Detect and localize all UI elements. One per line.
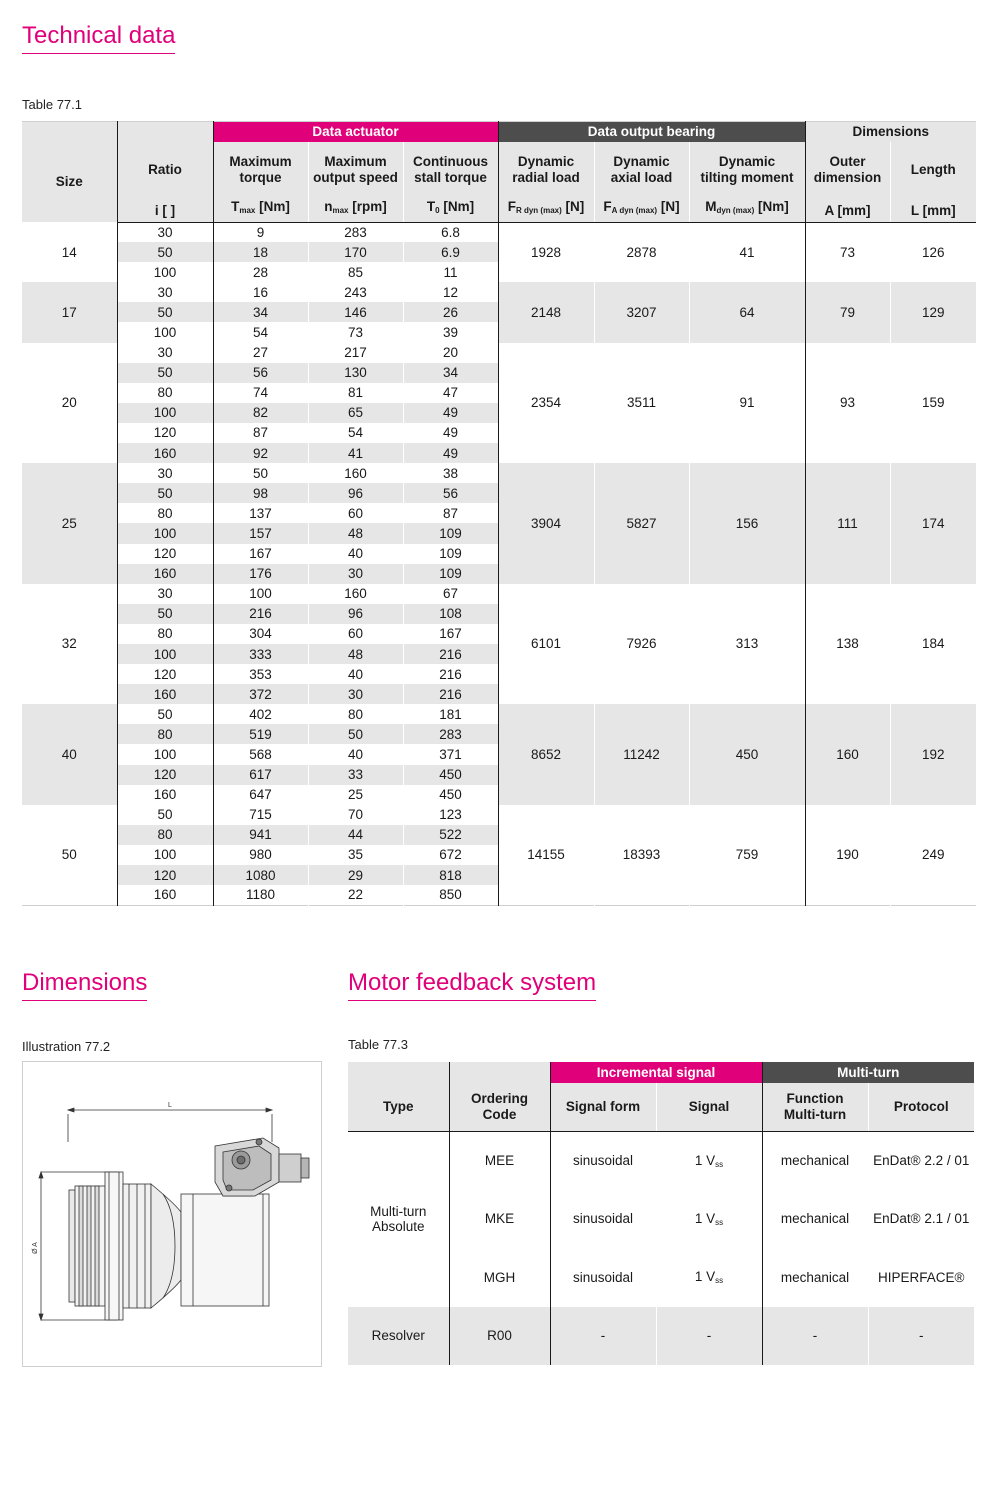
- outer-dimension-cell: 138: [805, 584, 890, 705]
- stall-torque-cell: 672: [403, 845, 498, 865]
- max-torque-cell: 167: [213, 544, 308, 564]
- length-cell: 184: [890, 584, 976, 705]
- max-speed-cell: 85: [308, 262, 403, 282]
- col-size: Size: [22, 142, 117, 222]
- ratio-cell: 80: [117, 383, 213, 403]
- ratio-cell: 30: [117, 343, 213, 363]
- max-torque-cell: 353: [213, 664, 308, 684]
- max-speed-cell: 41: [308, 443, 403, 463]
- max-speed-cell: 60: [308, 503, 403, 523]
- col-protocol: Protocol: [868, 1083, 974, 1131]
- illustration-77-2-caption: Illustration 77.2: [22, 1039, 111, 1054]
- max-torque-cell: 333: [213, 644, 308, 664]
- max-torque-cell: 137: [213, 503, 308, 523]
- max-speed-cell: 160: [308, 463, 403, 483]
- ordering-code-cell: MEE: [449, 1131, 550, 1190]
- axial-load-cell: 3511: [594, 343, 689, 464]
- signal-form-cell: -: [550, 1307, 656, 1366]
- ratio-cell: 30: [117, 584, 213, 604]
- table-row: [22, 805, 976, 825]
- ratio-cell: 50: [117, 302, 213, 322]
- unit-fa: $F_{A dyn (max)}$ [N]: [594, 198, 689, 222]
- size-cell: 17: [22, 282, 117, 342]
- ratio-cell: 50: [117, 483, 213, 503]
- tilting-moment-cell: 64: [689, 282, 805, 342]
- size-cell: 25: [22, 463, 117, 584]
- max-speed-cell: 40: [308, 544, 403, 564]
- stall-torque-cell: 216: [403, 664, 498, 684]
- outer-dimension-cell: 190: [805, 805, 890, 905]
- stall-torque-cell: 216: [403, 684, 498, 704]
- stall-torque-cell: 20: [403, 343, 498, 363]
- max-torque-cell: 647: [213, 785, 308, 805]
- max-speed-cell: 96: [308, 604, 403, 624]
- max-torque-cell: 980: [213, 845, 308, 865]
- technical-data-heading: Technical data: [22, 22, 175, 54]
- max-torque-cell: 1180: [213, 885, 308, 905]
- length-cell: 249: [890, 805, 976, 905]
- max-speed-cell: 50: [308, 724, 403, 744]
- max-torque-cell: 157: [213, 523, 308, 543]
- stall-torque-cell: 56: [403, 483, 498, 503]
- max-speed-cell: 44: [308, 825, 403, 845]
- col-dynamic-radial-load: Dynamic radial load: [498, 142, 594, 198]
- stall-torque-cell: 6.8: [403, 222, 498, 242]
- max-speed-cell: 73: [308, 322, 403, 342]
- max-speed-cell: 283: [308, 222, 403, 242]
- size-cell: 20: [22, 343, 117, 464]
- radial-load-cell: 2354: [498, 343, 594, 464]
- ratio-cell: 120: [117, 765, 213, 785]
- ratio-cell: 30: [117, 222, 213, 242]
- ratio-cell: 80: [117, 825, 213, 845]
- table-77-1-caption: Table 77.1: [22, 97, 82, 112]
- stall-torque-cell: 6.9: [403, 242, 498, 262]
- stall-torque-cell: 109: [403, 523, 498, 543]
- col-length: Length: [890, 142, 976, 198]
- axial-load-cell: 11242: [594, 704, 689, 804]
- function-cell: mechanical: [762, 1190, 868, 1249]
- axial-load-cell: 7926: [594, 584, 689, 705]
- stall-torque-cell: 38: [403, 463, 498, 483]
- max-speed-cell: 70: [308, 805, 403, 825]
- ratio-cell: 50: [117, 604, 213, 624]
- ratio-cell: 80: [117, 624, 213, 644]
- outer-dimension-cell: 93: [805, 343, 890, 464]
- group-data-output-bearing: Data output bearing: [498, 122, 805, 143]
- ratio-cell: 30: [117, 282, 213, 302]
- stall-torque-cell: 108: [403, 604, 498, 624]
- max-torque-cell: 617: [213, 765, 308, 785]
- actuator-drawing-svg: [23, 1062, 321, 1366]
- col-type: Type: [348, 1083, 449, 1131]
- type-resolver: Resolver: [348, 1307, 449, 1366]
- size-cell: 32: [22, 584, 117, 705]
- max-speed-cell: 146: [308, 302, 403, 322]
- signal-cell: -: [656, 1307, 762, 1366]
- ratio-cell: 160: [117, 785, 213, 805]
- max-speed-cell: 217: [308, 343, 403, 363]
- stall-torque-cell: 39: [403, 322, 498, 342]
- max-torque-cell: 216: [213, 604, 308, 624]
- stall-torque-cell: 49: [403, 403, 498, 423]
- stall-torque-cell: 26: [403, 302, 498, 322]
- max-speed-cell: 160: [308, 584, 403, 604]
- max-torque-cell: 50: [213, 463, 308, 483]
- ratio-cell: 100: [117, 523, 213, 543]
- max-speed-cell: 60: [308, 624, 403, 644]
- ratio-cell: 160: [117, 564, 213, 584]
- function-cell: mechanical: [762, 1248, 868, 1307]
- table-row: [22, 704, 976, 724]
- outer-dimension-cell: 73: [805, 222, 890, 282]
- protocol-cell: EnDat® 2.2 / 01: [868, 1131, 974, 1190]
- group-incremental-signal: Incremental signal: [550, 1062, 762, 1083]
- max-speed-cell: 96: [308, 483, 403, 503]
- max-speed-cell: 33: [308, 765, 403, 785]
- ratio-cell: 50: [117, 363, 213, 383]
- outer-dimension-cell: 160: [805, 704, 890, 804]
- unit-m: $M_{dyn (max)}$ [Nm]: [689, 198, 805, 222]
- unit-l: L [mm]: [890, 198, 976, 222]
- ordering-code-cell: R00: [449, 1307, 550, 1366]
- radial-load-cell: 2148: [498, 282, 594, 342]
- stall-torque-cell: 109: [403, 564, 498, 584]
- max-speed-cell: 65: [308, 403, 403, 423]
- col-signal: Signal: [656, 1083, 762, 1131]
- size-cell: 14: [22, 222, 117, 282]
- ratio-cell: 100: [117, 322, 213, 342]
- max-torque-cell: 98: [213, 483, 308, 503]
- length-cell: 159: [890, 343, 976, 464]
- length-cell: 129: [890, 282, 976, 342]
- max-torque-cell: 1080: [213, 865, 308, 885]
- table-row: [348, 1131, 974, 1190]
- max-torque-cell: 402: [213, 704, 308, 724]
- max-torque-cell: 372: [213, 684, 308, 704]
- max-speed-cell: 30: [308, 684, 403, 704]
- max-torque-cell: 74: [213, 383, 308, 403]
- stall-torque-cell: 850: [403, 885, 498, 905]
- stall-torque-cell: 12: [403, 282, 498, 302]
- ratio-cell: 100: [117, 262, 213, 282]
- unit-tmax: $T_{max}$ [Nm]: [213, 198, 308, 222]
- ratio-cell: 160: [117, 885, 213, 905]
- ratio-cell: 100: [117, 403, 213, 423]
- dimensions-heading: Dimensions: [22, 969, 147, 1001]
- label-length: L: [168, 1102, 172, 1109]
- technical-data-table: [22, 121, 976, 906]
- max-speed-cell: 130: [308, 363, 403, 383]
- axial-load-cell: 5827: [594, 463, 689, 584]
- max-speed-cell: 22: [308, 885, 403, 905]
- max-torque-cell: 941: [213, 825, 308, 845]
- stall-torque-cell: 181: [403, 704, 498, 724]
- max-speed-cell: 243: [308, 282, 403, 302]
- length-cell: 126: [890, 222, 976, 282]
- signal-form-cell: sinusoidal: [550, 1248, 656, 1307]
- stall-torque-cell: 67: [403, 584, 498, 604]
- signal-cell: 1 $V_{ss}$: [656, 1248, 762, 1307]
- max-torque-cell: 82: [213, 403, 308, 423]
- stall-torque-cell: 371: [403, 744, 498, 764]
- max-torque-cell: 715: [213, 805, 308, 825]
- length-cell: 174: [890, 463, 976, 584]
- max-torque-cell: 34: [213, 302, 308, 322]
- ordering-code-cell: MKE: [449, 1190, 550, 1249]
- unit-ratio: i [ ]: [117, 198, 213, 222]
- stall-torque-cell: 49: [403, 423, 498, 443]
- unit-fr: $F_{R dyn (max)}$ [N]: [498, 198, 594, 222]
- group-data-actuator: Data actuator: [213, 122, 498, 143]
- ratio-cell: 30: [117, 463, 213, 483]
- stall-torque-cell: 47: [403, 383, 498, 403]
- stall-torque-cell: 109: [403, 544, 498, 564]
- actuator-dimension-drawing: [22, 1061, 322, 1367]
- axial-load-cell: 2878: [594, 222, 689, 282]
- max-speed-cell: 30: [308, 564, 403, 584]
- table-row: [348, 1307, 974, 1366]
- ratio-cell: 80: [117, 724, 213, 744]
- protocol-cell: -: [868, 1307, 974, 1366]
- max-speed-cell: 81: [308, 383, 403, 403]
- group-multi-turn: Multi-turn: [762, 1062, 974, 1083]
- max-torque-cell: 519: [213, 724, 308, 744]
- col-max-output-speed: Maximum output speed: [308, 142, 403, 198]
- max-torque-cell: 18: [213, 242, 308, 262]
- col-outer-dimension: Outer dimension: [805, 142, 890, 198]
- signal-cell: 1 $V_{ss}$: [656, 1131, 762, 1190]
- size-cell: 50: [22, 805, 117, 905]
- unit-t0: $T_0$ [Nm]: [403, 198, 498, 222]
- stall-torque-cell: 522: [403, 825, 498, 845]
- max-speed-cell: 25: [308, 785, 403, 805]
- radial-load-cell: 3904: [498, 463, 594, 584]
- max-speed-cell: 35: [308, 845, 403, 865]
- stall-torque-cell: 11: [403, 262, 498, 282]
- stall-torque-cell: 450: [403, 765, 498, 785]
- tilting-moment-cell: 759: [689, 805, 805, 905]
- stall-torque-cell: 818: [403, 865, 498, 885]
- col-max-torque: Maximum torque: [213, 142, 308, 198]
- outer-dimension-cell: 79: [805, 282, 890, 342]
- stall-torque-cell: 167: [403, 624, 498, 644]
- ratio-cell: 50: [117, 805, 213, 825]
- table-row: [22, 463, 976, 483]
- table-row: [22, 222, 976, 242]
- signal-form-cell: sinusoidal: [550, 1131, 656, 1190]
- signal-cell: 1 $V_{ss}$: [656, 1190, 762, 1249]
- unit-a: A [mm]: [805, 198, 890, 222]
- tilting-moment-cell: 91: [689, 343, 805, 464]
- max-speed-cell: 48: [308, 523, 403, 543]
- radial-load-cell: 6101: [498, 584, 594, 705]
- ratio-cell: 120: [117, 664, 213, 684]
- tilting-moment-cell: 450: [689, 704, 805, 804]
- max-torque-cell: 92: [213, 443, 308, 463]
- col-function-multi-turn: Function Multi-turn: [762, 1083, 868, 1131]
- signal-form-cell: sinusoidal: [550, 1190, 656, 1249]
- protocol-cell: HIPERFACE®: [868, 1248, 974, 1307]
- stall-torque-cell: 283: [403, 724, 498, 744]
- max-speed-cell: 40: [308, 664, 403, 684]
- col-signal-form: Signal form: [550, 1083, 656, 1131]
- ratio-cell: 160: [117, 443, 213, 463]
- max-speed-cell: 40: [308, 744, 403, 764]
- tilting-moment-cell: 313: [689, 584, 805, 705]
- axial-load-cell: 18393: [594, 805, 689, 905]
- max-torque-cell: 56: [213, 363, 308, 383]
- col-continuous-stall-torque: Continuous stall torque: [403, 142, 498, 198]
- ratio-cell: 120: [117, 865, 213, 885]
- stall-torque-cell: 87: [403, 503, 498, 523]
- col-ordering-code: Ordering Code: [449, 1083, 550, 1131]
- table-row: [22, 584, 976, 604]
- stall-torque-cell: 123: [403, 805, 498, 825]
- stall-torque-cell: 49: [403, 443, 498, 463]
- motor-feedback-table: [348, 1062, 974, 1365]
- unit-nmax: $n_{max}$ [rpm]: [308, 198, 403, 222]
- max-torque-cell: 28: [213, 262, 308, 282]
- stall-torque-cell: 216: [403, 644, 498, 664]
- radial-load-cell: 1928: [498, 222, 594, 282]
- col-dynamic-axial-load: Dynamic axial load: [594, 142, 689, 198]
- outer-dimension-cell: 111: [805, 463, 890, 584]
- stall-torque-cell: 450: [403, 785, 498, 805]
- length-cell: 192: [890, 704, 976, 804]
- max-torque-cell: 9: [213, 222, 308, 242]
- radial-load-cell: 14155: [498, 805, 594, 905]
- ratio-cell: 120: [117, 544, 213, 564]
- max-speed-cell: 80: [308, 704, 403, 724]
- tilting-moment-cell: 156: [689, 463, 805, 584]
- table-row: [22, 282, 976, 302]
- function-cell: -: [762, 1307, 868, 1366]
- max-torque-cell: 16: [213, 282, 308, 302]
- ratio-cell: 50: [117, 704, 213, 724]
- ratio-cell: 100: [117, 744, 213, 764]
- radial-load-cell: 8652: [498, 704, 594, 804]
- max-torque-cell: 176: [213, 564, 308, 584]
- max-speed-cell: 29: [308, 865, 403, 885]
- axial-load-cell: 3207: [594, 282, 689, 342]
- max-speed-cell: 54: [308, 423, 403, 443]
- ratio-cell: 160: [117, 684, 213, 704]
- label-outer-diameter: Ø A: [32, 1242, 39, 1254]
- max-torque-cell: 100: [213, 584, 308, 604]
- size-cell: 40: [22, 704, 117, 804]
- motor-feedback-heading: Motor feedback system: [348, 969, 596, 1001]
- col-dynamic-tilting-moment: Dynamic tilting moment: [689, 142, 805, 198]
- protocol-cell: EnDat® 2.1 / 01: [868, 1190, 974, 1249]
- max-torque-cell: 87: [213, 423, 308, 443]
- stall-torque-cell: 34: [403, 363, 498, 383]
- tilting-moment-cell: 41: [689, 222, 805, 282]
- ratio-cell: 100: [117, 644, 213, 664]
- ordering-code-cell: MGH: [449, 1248, 550, 1307]
- col-ratio: Ratio: [117, 142, 213, 198]
- ratio-cell: 100: [117, 845, 213, 865]
- ratio-cell: 50: [117, 242, 213, 262]
- max-torque-cell: 27: [213, 343, 308, 363]
- max-torque-cell: 54: [213, 322, 308, 342]
- table-77-3-caption: Table 77.3: [348, 1037, 408, 1052]
- ratio-cell: 120: [117, 423, 213, 443]
- type-multi-turn-absolute: Multi-turn Absolute: [348, 1131, 449, 1307]
- function-cell: mechanical: [762, 1131, 868, 1190]
- table-row: [22, 343, 976, 363]
- max-speed-cell: 170: [308, 242, 403, 262]
- ratio-cell: 80: [117, 503, 213, 523]
- max-speed-cell: 48: [308, 644, 403, 664]
- max-torque-cell: 568: [213, 744, 308, 764]
- max-torque-cell: 304: [213, 624, 308, 644]
- group-dimensions: Dimensions: [805, 122, 976, 143]
